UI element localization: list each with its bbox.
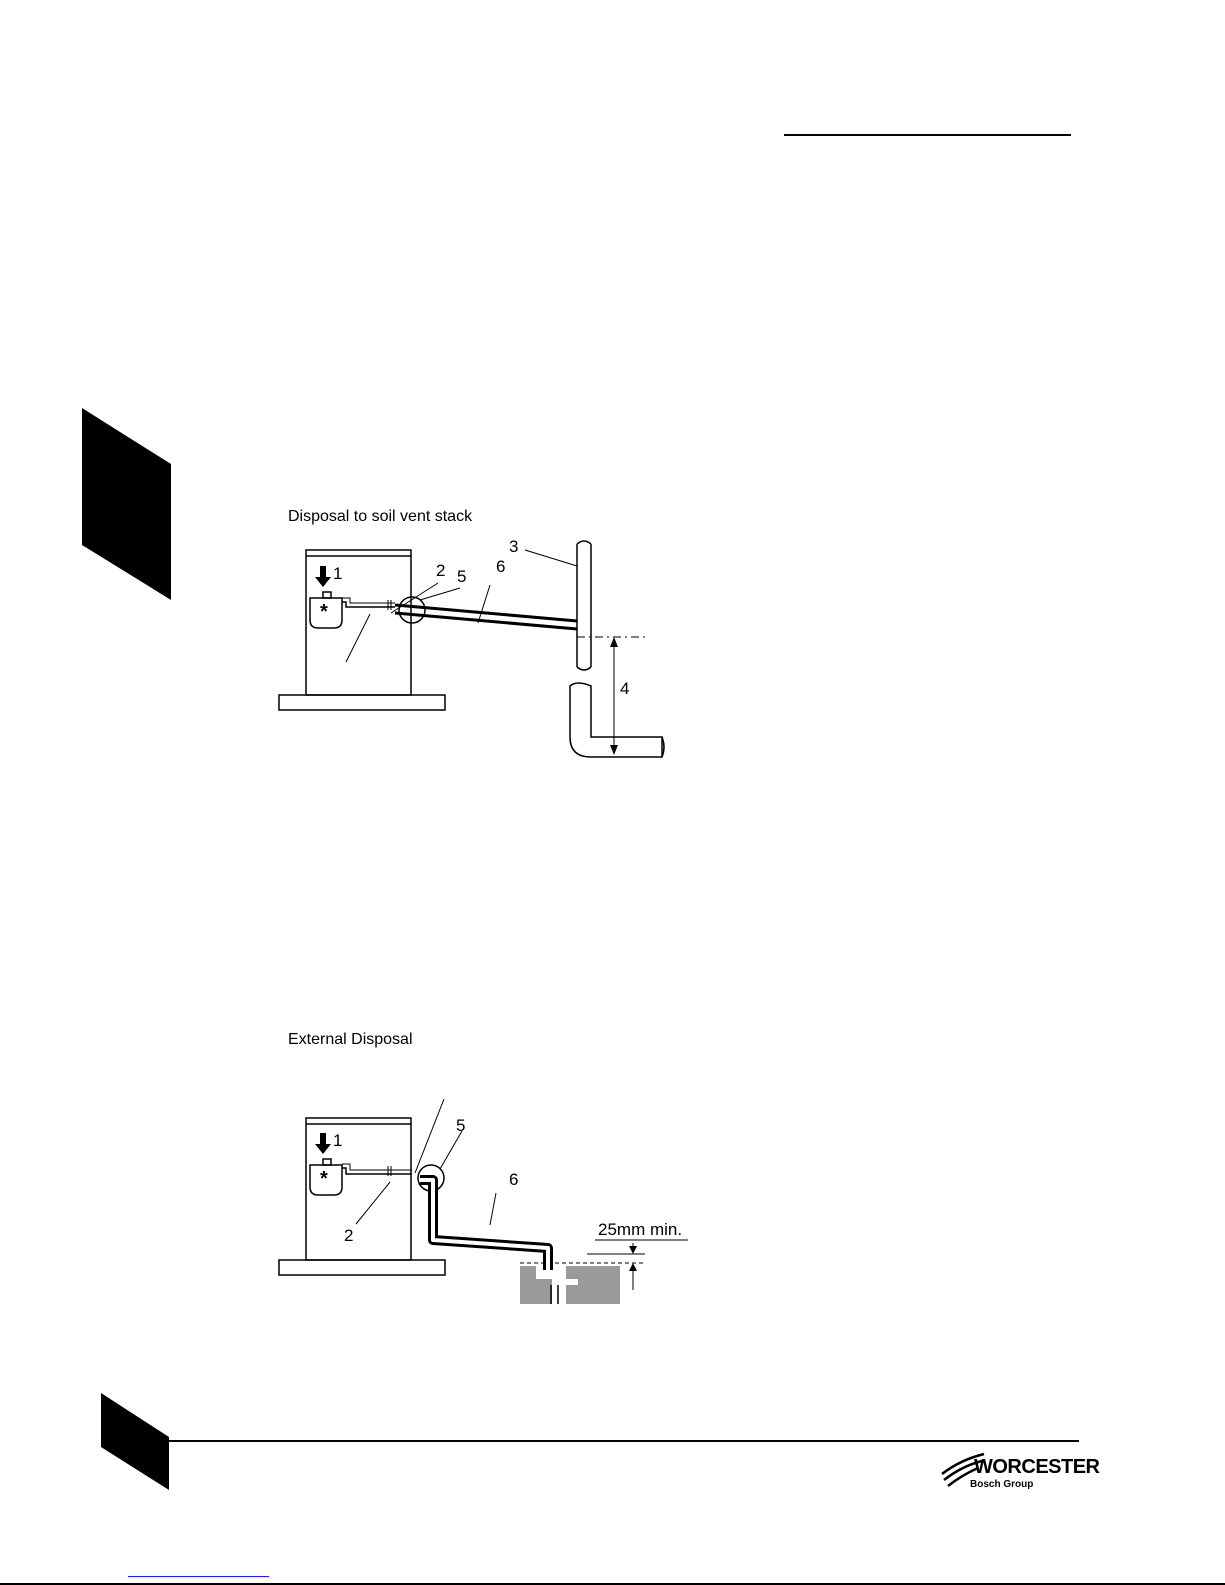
trap-symbol: * — [320, 601, 328, 623]
callout-2: 2 — [436, 561, 446, 580]
header-rule — [784, 134, 1071, 136]
callout-3: 3 — [509, 537, 519, 556]
dimension-label-25mm: 25mm min. — [598, 1220, 683, 1239]
logo-wordmark: WORCESTER — [974, 1456, 1100, 1478]
worcester-logo — [940, 1448, 1100, 1494]
bottom-link-underline — [128, 1576, 269, 1577]
figure-caption-soil-vent-stack: Disposal to soil vent stack — [288, 508, 473, 525]
trap-symbol-external: * — [320, 1168, 328, 1190]
callout-5: 5 — [457, 567, 467, 586]
footer-rule — [169, 1440, 1079, 1442]
callout-6: 6 — [496, 557, 506, 576]
callout-5-external: 5 — [456, 1116, 466, 1135]
figure-caption-external-disposal: External Disposal — [288, 1031, 413, 1048]
callout-4: 4 — [620, 679, 630, 698]
callout-2-external: 2 — [344, 1226, 354, 1245]
logo-subtitle: Bosch Group — [970, 1479, 1034, 1490]
callout-1-external: 1 — [333, 1131, 343, 1150]
callout-6-external: 6 — [509, 1170, 519, 1189]
callout-1: 1 — [333, 564, 343, 583]
